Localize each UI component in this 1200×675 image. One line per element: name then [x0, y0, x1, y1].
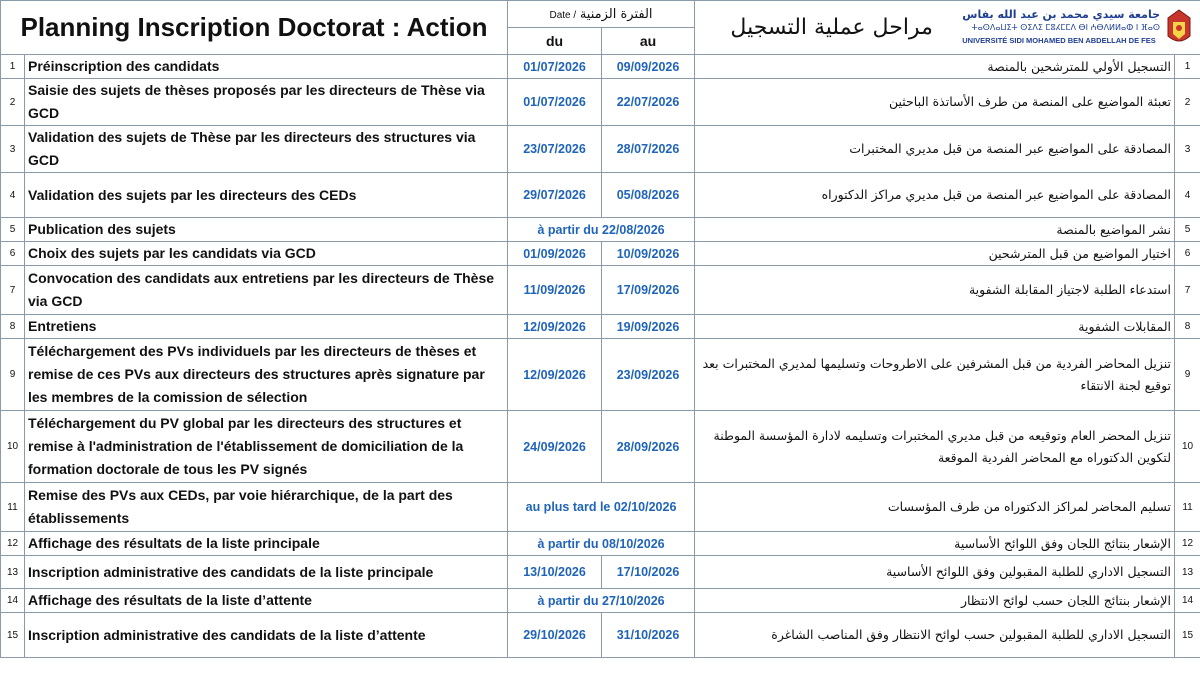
date-au: 31/10/2026	[602, 613, 695, 658]
row-number: 4	[1, 173, 25, 218]
row-number: 11	[1, 483, 25, 532]
row-number-ar: 5	[1175, 218, 1200, 242]
date-label-ar: الفترة الزمنية	[579, 7, 653, 22]
column-au: au	[602, 28, 695, 55]
action-fr: Remise des PVs aux CEDs, par voie hiérarchique, de la part des établissements	[25, 483, 508, 532]
row-number-ar: 10	[1175, 411, 1200, 483]
table-row	[1, 79, 1200, 126]
table-row	[1, 315, 1200, 339]
row-number-ar: 12	[1175, 532, 1200, 556]
action-ar: الإشعار بنتائج اللجان وفق اللوائح الأساسية	[695, 532, 1175, 556]
row-number-ar: 14	[1175, 589, 1200, 613]
row-number-ar: 7	[1175, 266, 1200, 315]
table-row	[1, 589, 1200, 613]
row-number-ar: 9	[1175, 339, 1200, 411]
row-number: 15	[1, 613, 25, 658]
table-row	[1, 339, 1200, 411]
action-ar: الإشعار بنتائج اللجان حسب لوائح الانتظار	[695, 589, 1175, 613]
action-fr: Entretiens	[25, 315, 508, 339]
period-text: à partir du 27/10/2026	[508, 589, 695, 613]
table-row	[1, 173, 1200, 218]
action-ar: تسليم المحاضر لمراكز الدكتوراه من طرف المؤسسات	[695, 483, 1175, 532]
date-au: 17/10/2026	[602, 556, 695, 589]
table-row	[1, 266, 1200, 315]
row-number-ar: 6	[1175, 242, 1200, 266]
row-number: 5	[1, 218, 25, 242]
date-au: 23/09/2026	[602, 339, 695, 411]
date-du: 01/07/2026	[508, 79, 602, 126]
action-fr: Affichage des résultats de la liste principale	[25, 532, 508, 556]
planning-rows	[1, 55, 1200, 658]
table-row	[1, 556, 1200, 589]
university-emblem-icon	[1164, 8, 1194, 48]
row-number: 3	[1, 126, 25, 173]
date-au: 28/07/2026	[602, 126, 695, 173]
university-name-tifinagh: ⵜⴰⵙⴷⴰⵡⵉⵜ ⵙⵉⴷⵉ ⵎⵓⵃⵎⵎⴷ ⴱⵏ ⵄⴱⴷⵍⵍⴰⵀ ⵏ ⴼⴰⵙ	[971, 23, 1161, 32]
action-fr: Choix des sujets par les candidats via GCD	[25, 242, 508, 266]
action-fr: Préinscription des candidats	[25, 55, 508, 79]
action-fr: Convocation des candidats aux entretiens par les directeurs de Thèse via GCD	[25, 266, 508, 315]
date-au: 19/09/2026	[602, 315, 695, 339]
date-au: 28/09/2026	[602, 411, 695, 483]
date-du: 01/09/2026	[508, 242, 602, 266]
date-du: 01/07/2026	[508, 55, 602, 79]
header-row-top	[1, 1, 1200, 28]
table-row	[1, 411, 1200, 483]
row-number: 7	[1, 266, 25, 315]
row-number-ar: 4	[1175, 173, 1200, 218]
row-number: 10	[1, 411, 25, 483]
action-ar: المصادقة على المواضيع عبر المنصة من قبل مديري المختبرات	[695, 126, 1175, 173]
date-label-fr: Date /	[549, 10, 577, 21]
table-row	[1, 242, 1200, 266]
date-du: 12/09/2026	[508, 339, 602, 411]
table-row	[1, 126, 1200, 173]
action-ar: المقابلات الشفوية	[695, 315, 1175, 339]
row-number-ar: 15	[1175, 613, 1200, 658]
action-ar: التسجيل الأولي للمترشحين بالمنصة	[695, 55, 1175, 79]
action-ar: تعبئة المواضيع على المنصة من طرف الأساتذة الباحثين	[695, 79, 1175, 126]
row-number: 14	[1, 589, 25, 613]
university-name-fr: UNIVERSITÉ SIDI MOHAMED BEN ABDELLAH DE FES	[962, 36, 1156, 45]
action-fr: Saisie des sujets de thèses proposés par les directeurs de Thèse via GCD	[25, 79, 508, 126]
action-ar: نشر المواضيع بالمنصة	[695, 218, 1175, 242]
action-ar: تنزيل المحضر العام وتوقيعه من قبل مديري المختبرات وتسليمه لادارة المؤسسة الموطنة لتكوين الدكتوراه مع المحاضر الفردية الموقعة	[695, 411, 1175, 483]
action-ar: استدعاء الطلبة لاجتياز المقابلة الشفوية	[695, 266, 1175, 315]
row-number-ar: 3	[1175, 126, 1200, 173]
table-row	[1, 613, 1200, 658]
date-du: 29/07/2026	[508, 173, 602, 218]
table-row	[1, 218, 1200, 242]
period-text: à partir du 22/08/2026	[508, 218, 695, 242]
table-row	[1, 55, 1200, 79]
row-number: 9	[1, 339, 25, 411]
action-fr: Téléchargement du PV global par les directeurs des structures et remise à l'administration de l'établissement de domiciliation de la formation doctorale de tous les PV signés	[25, 411, 508, 483]
action-ar: اختيار المواضيع من قبل المترشحين	[695, 242, 1175, 266]
row-number-ar: 2	[1175, 79, 1200, 126]
date-au: 22/07/2026	[602, 79, 695, 126]
date-du: 24/09/2026	[508, 411, 602, 483]
date-du: 11/09/2026	[508, 266, 602, 315]
header-ar-cell	[695, 1, 1200, 55]
row-number: 6	[1, 242, 25, 266]
date-au: 05/08/2026	[602, 173, 695, 218]
row-number-ar: 13	[1175, 556, 1200, 589]
period-text: au plus tard le 02/10/2026	[508, 483, 695, 532]
row-number: 2	[1, 79, 25, 126]
row-number-ar: 11	[1175, 483, 1200, 532]
row-number: 12	[1, 532, 25, 556]
row-number: 8	[1, 315, 25, 339]
action-fr: Affichage des résultats de la liste d’attente	[25, 589, 508, 613]
university-name-ar: جامعة سيدي محمد بن عبد الله بفاس	[962, 8, 1161, 21]
row-number: 1	[1, 55, 25, 79]
action-fr: Inscription administrative des candidats de la liste principale	[25, 556, 508, 589]
action-fr: Publication des sujets	[25, 218, 508, 242]
action-ar: التسجيل الاداري للطلبة المقبولين حسب لوائح الانتظار وفق المناصب الشاغرة	[695, 613, 1175, 658]
date-au: 17/09/2026	[602, 266, 695, 315]
column-du: du	[508, 28, 602, 55]
action-fr: Validation des sujets de Thèse par les directeurs des structures via GCD	[25, 126, 508, 173]
table-row	[1, 483, 1200, 532]
action-fr: Inscription administrative des candidats de la liste d’attente	[25, 613, 508, 658]
date-du: 23/07/2026	[508, 126, 602, 173]
row-number: 13	[1, 556, 25, 589]
row-number-ar: 1	[1175, 55, 1200, 79]
action-fr: Téléchargement des PVs individuels par les directeurs de thèses et remise de ces PVs aux directeurs des structures après signature par les membres de la comission de sélection	[25, 339, 508, 411]
date-header	[508, 1, 695, 28]
page-title: Planning Inscription Doctorat : Action	[1, 1, 508, 55]
action-ar: المصادقة على المواضيع عبر المنصة من قبل مديري مراكز الدكتوراه	[695, 173, 1175, 218]
university-logo	[962, 8, 1194, 48]
date-du: 29/10/2026	[508, 613, 602, 658]
date-au: 09/09/2026	[602, 55, 695, 79]
date-du: 13/10/2026	[508, 556, 602, 589]
page-title-ar: مراحل عملية التسجيل	[730, 15, 933, 40]
action-ar: التسجيل الاداري للطلبة المقبولين وفق اللوائح الأساسية	[695, 556, 1175, 589]
date-du: 12/09/2026	[508, 315, 602, 339]
row-number-ar: 8	[1175, 315, 1200, 339]
action-fr: Validation des sujets par les directeurs des CEDs	[25, 173, 508, 218]
period-text: à partir du 08/10/2026	[508, 532, 695, 556]
action-ar: تنزيل المحاضر الفردية من قبل المشرفين على الاطروحات وتسليمها لمديري المختبرات بعد توقيع لجنة الانتقاء	[695, 339, 1175, 411]
date-au: 10/09/2026	[602, 242, 695, 266]
table-row	[1, 532, 1200, 556]
